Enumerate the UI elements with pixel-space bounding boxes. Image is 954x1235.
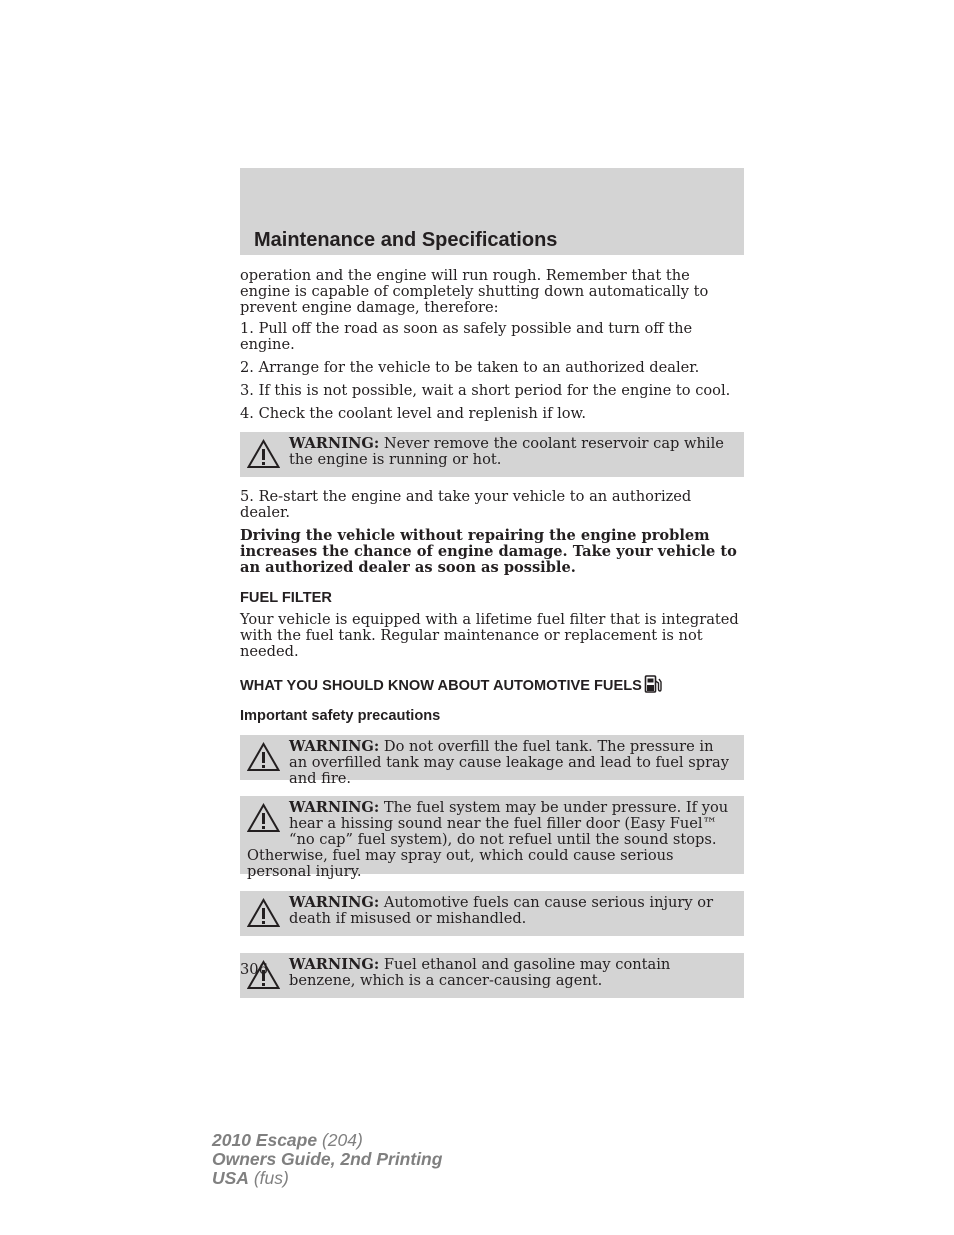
fuel-filter-paragraph: Your vehicle is equipped with a lifetime fuel filter that is integrated with the fuel tank. Regular maintenance or replacement is not needed.	[240, 611, 739, 660]
step-4: 4. Check the coolant level and replenish if low.	[240, 405, 586, 422]
safety-precautions-subheading: Important safety precautions	[240, 708, 441, 724]
warning-label: WARNING:	[289, 894, 380, 911]
section-header-band	[240, 168, 744, 255]
warning-triangle-icon	[247, 439, 280, 469]
warning-text: Do not overfill the fuel tank. The pressure in an overfilled tank may cause leakage and lead to fuel spray and fire.	[289, 738, 729, 787]
fuel-filter-heading: FUEL FILTER	[240, 590, 332, 606]
warning-box-coolant	[240, 432, 744, 477]
warning-label: WARNING:	[289, 799, 380, 816]
document-footer	[212, 1131, 442, 1188]
warning-label: WARNING:	[289, 738, 380, 755]
footer-market-line	[212, 1169, 442, 1188]
footer-market: USA	[212, 1168, 249, 1188]
page-number: 306	[240, 961, 268, 978]
automotive-fuels-heading-text: WHAT YOU SHOULD KNOW ABOUT AUTOMOTIVE FUELS	[240, 678, 642, 694]
step-3: 3. If this is not possible, wait a short period for the engine to cool.	[240, 382, 731, 399]
warning-text: Automotive fuels can cause serious injury or death if misused or mishandled.	[289, 894, 714, 927]
footer-market-code: (fus)	[253, 1168, 289, 1188]
warning-text: Fuel ethanol and gasoline may contain benzene, which is a cancer-causing agent.	[289, 956, 671, 989]
warning-label: WARNING:	[289, 956, 380, 973]
footer-model-line	[212, 1131, 442, 1150]
fuel-pump-icon	[644, 674, 662, 694]
warning-text: Never remove the coolant reservoir cap while the engine is running or hot.	[289, 435, 724, 468]
warning-box-benzene	[240, 953, 744, 998]
footer-guide: Owners Guide, 2nd Printing	[212, 1149, 443, 1169]
warning-triangle-icon	[247, 803, 280, 833]
warning-triangle-icon	[247, 742, 280, 772]
footer-guide-line	[212, 1150, 442, 1169]
warning-box-pressure	[240, 796, 744, 880]
step-5: 5. Re-start the engine and take your vehicle to an authorized dealer.	[240, 488, 692, 521]
warning-text: The fuel system may be under pressure. If you hear a hissing sound near the fuel filler door (Easy Fuel™ “no cap” fuel system), do not refuel until the sound stops. Otherwise, fuel may spray out, which could cause serious personal injury.	[247, 799, 729, 880]
page-content	[240, 268, 744, 998]
warning-box-injury	[240, 891, 744, 936]
intro-paragraph: operation and the engine will run rough. Remember that the engine is capable of completely shutting down automatically to prevent engine damage, therefore:	[240, 267, 709, 316]
footer-model-code: (204)	[321, 1130, 363, 1150]
footer-model: 2010 Escape	[212, 1130, 318, 1150]
warning-triangle-icon	[247, 898, 280, 928]
section-title: Maintenance and Specifications	[254, 229, 558, 251]
automotive-fuels-heading	[240, 674, 744, 694]
step-2: 2. Arrange for the vehicle to be taken to an authorized dealer.	[240, 359, 700, 376]
engine-damage-notice: Driving the vehicle without repairing the engine problem increases the chance of engine damage. Take your vehicle to an authorized dealer as soon as possible.	[240, 527, 737, 576]
warning-box-overfill	[240, 735, 744, 787]
step-1: 1. Pull off the road as soon as safely possible and turn off the engine.	[240, 320, 693, 353]
warning-label: WARNING:	[289, 435, 380, 452]
